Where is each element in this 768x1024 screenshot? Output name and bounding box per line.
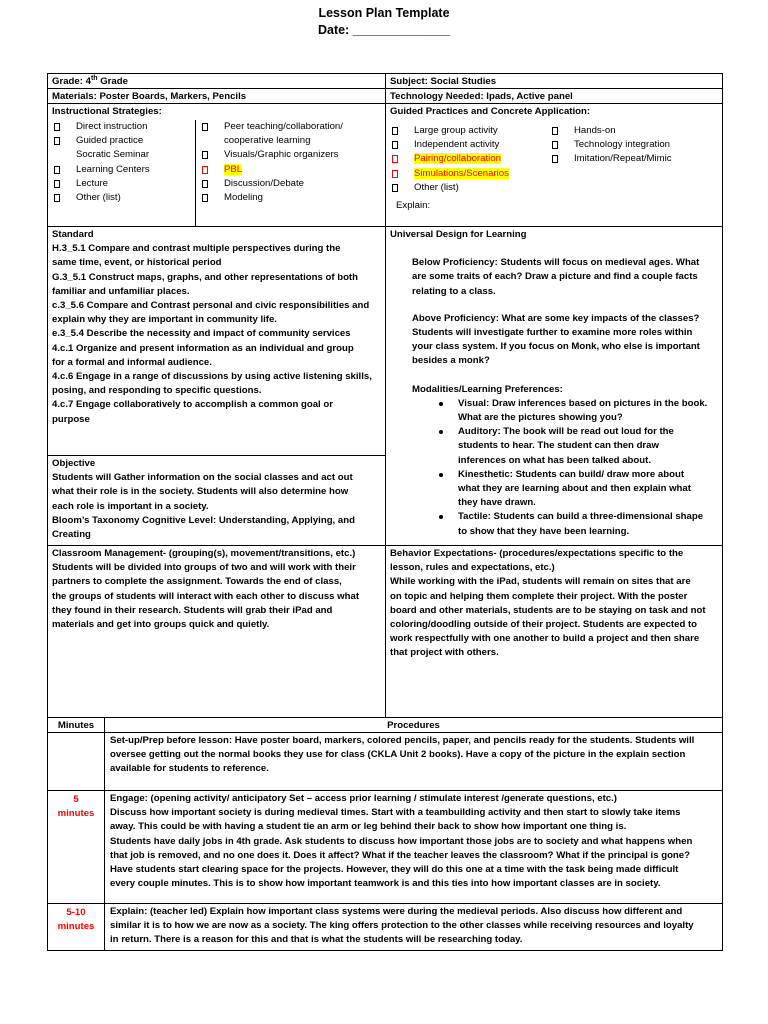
classroom-line: partners to complete the assignment. Towards the end of class, bbox=[52, 576, 342, 588]
checkbox-item[interactable]: Imitation/Repeat/Mimic bbox=[550, 152, 720, 166]
bullet-icon bbox=[439, 473, 443, 477]
objective-line: what their role is in the society. Students will also determine how bbox=[52, 486, 349, 498]
subject-cell bbox=[385, 73, 723, 89]
procedure-line: Set-up/Prep before lesson: Have poster board, markers, colored pencils, paper, and pencils ready for the students. Students will bbox=[110, 735, 695, 746]
checkbox-icon[interactable] bbox=[202, 123, 208, 131]
technology-cell bbox=[385, 88, 723, 104]
checkbox-icon[interactable] bbox=[54, 123, 60, 131]
above-proficiency: Above Proficiency: What are some key impacts of the classes? Students will investigate further to examine more roles within your class system. If you focus on Monk, who else is important besides a monk? bbox=[412, 312, 700, 367]
objective-line: Creating bbox=[52, 529, 91, 541]
below-proficiency: Below Proficiency: Students will focus on medieval ages. What are some traits of each? Draw a picture and find a couple facts relating to a class. bbox=[412, 257, 700, 297]
standard-line: posing, and responding to specific questions. bbox=[52, 385, 262, 397]
guided-practices-cell bbox=[385, 103, 723, 227]
bullet-icon bbox=[439, 402, 443, 406]
standard-line: 4.c.1 Organize and present information as an individual and group bbox=[52, 342, 354, 354]
classroom-line: materials and get into groups quick and quietly. bbox=[52, 619, 270, 631]
behavior-line: While working with the iPad, students will remain on sites that are bbox=[390, 576, 691, 588]
minutes-unit: minutes bbox=[57, 921, 95, 933]
guided-heading: Guided Practices and Concrete Application: bbox=[390, 106, 591, 117]
checkbox-item[interactable]: Peer teaching/collaboration/ bbox=[200, 120, 380, 134]
objective-line: each role is important in a society. bbox=[52, 500, 209, 512]
checkbox-icon[interactable] bbox=[392, 170, 398, 178]
checkbox-item[interactable]: Hands-on bbox=[550, 124, 720, 138]
checkbox-icon[interactable] bbox=[202, 194, 208, 202]
checkbox-icon[interactable] bbox=[552, 141, 558, 149]
standard-line: explain why they are important in community life. bbox=[52, 314, 277, 326]
strategies-divider bbox=[195, 120, 196, 226]
checkbox-item-highlighted[interactable]: Simulations/Scenarios bbox=[390, 167, 550, 181]
standard-line: 4.c.6 Engage in a range of discussions by using active listening skills, bbox=[52, 371, 372, 383]
technology-text: Technology Needed: Ipads, Active panel bbox=[390, 91, 573, 102]
procedure-line: Students have daily jobs in 4th grade. Ask students to discuss how important those jobs are to society and what happens when bbox=[110, 835, 693, 847]
standard-line: purpose bbox=[52, 413, 90, 425]
checkbox-icon[interactable] bbox=[392, 155, 398, 163]
strategies-list-1 bbox=[52, 120, 192, 205]
minutes-value: 5 bbox=[73, 794, 79, 805]
behavior-line: coloring/doodling outside of their project. Students are expected to bbox=[390, 619, 698, 631]
checkbox-item[interactable]: Modeling bbox=[200, 191, 380, 205]
procedure-line: Explain: (teacher led) Explain how important class systems were during the medieval periods. Also discuss how different and bbox=[110, 906, 683, 917]
procedure-line: available for students to reference. bbox=[110, 763, 269, 775]
checkbox-item[interactable]: Large group activity bbox=[390, 124, 550, 138]
checkbox-icon[interactable] bbox=[392, 127, 398, 135]
checkbox-item[interactable]: Learning Centers bbox=[52, 163, 192, 177]
objective-cell bbox=[47, 455, 386, 546]
classroom-line: they found in their research. Students will grab their iPad and bbox=[52, 604, 333, 616]
standard-line: G.3_5.1 Construct maps, graphs, and other representations of both bbox=[52, 271, 358, 283]
standard-line: H.3_5.1 Compare and contrast multiple perspectives during the bbox=[52, 243, 341, 255]
minutes-cell-explain bbox=[47, 903, 105, 951]
checkbox-item[interactable]: Lecture bbox=[52, 177, 192, 191]
date-line: Date: ______________ bbox=[317, 23, 451, 37]
modalities-list bbox=[390, 397, 718, 539]
checkbox-icon[interactable] bbox=[54, 137, 60, 145]
standard-line: c.3_5.6 Compare and Contrast personal and civic responsibilities and bbox=[52, 300, 370, 312]
objective-heading: Objective bbox=[52, 458, 96, 469]
behavior-line: work respectfully with one another to build a project and then share bbox=[390, 633, 700, 645]
materials-text: Materials: Poster Boards, Markers, Pencils bbox=[52, 91, 247, 102]
procedure-setup-cell bbox=[104, 732, 723, 791]
strategies-heading: Instructional Strategies: bbox=[52, 106, 162, 117]
modality-auditory: Auditory: The book will be read out loud for the students to hear. The student can then draw inferences on what has been talked about. bbox=[458, 425, 718, 468]
classroom-management-cell bbox=[47, 545, 386, 718]
checkbox-item[interactable]: Other (list) bbox=[390, 181, 550, 195]
checkbox-icon[interactable] bbox=[552, 127, 558, 135]
bullet-icon bbox=[439, 430, 443, 434]
procedures-header: Procedures bbox=[104, 717, 723, 733]
checkbox-item-continuation: cooperative learning bbox=[224, 135, 311, 147]
objective-line: Bloom’s Taxonomy Cognitive Level: Understanding, Applying, and bbox=[52, 514, 355, 526]
procedure-line: Engage: (opening activity/ anticipatory Set – access prior learning / stimulate interest /generate questions, etc.) bbox=[110, 793, 618, 804]
checkbox-icon[interactable] bbox=[54, 194, 60, 202]
procedure-explain-cell bbox=[104, 903, 723, 951]
procedure-line: Have students start clearing space for the projects. However, they will do this one at a time with the task being made difficult bbox=[110, 864, 679, 876]
modality-visual: Visual: Draw inferences based on pictures in the book. What are the pictures showing you? bbox=[458, 397, 718, 425]
procedure-line: oversee getting out the normal books they use for class (CKLA Unit 2 books). Have a copy of the picture in the explain section bbox=[110, 749, 686, 761]
checkbox-item[interactable]: Discussion/Debate bbox=[200, 177, 380, 191]
materials-cell bbox=[47, 88, 386, 104]
instructional-strategies-cell bbox=[47, 103, 386, 227]
minutes-header: Minutes bbox=[47, 717, 105, 733]
modality-tactile: Tactile: Students can build a three-dimensional shape to show that they have been learning. bbox=[458, 510, 718, 538]
guided-explain: Explain: bbox=[396, 200, 431, 211]
classroom-heading: Classroom Management- (grouping(s), movement/transitions, etc.) bbox=[52, 548, 356, 559]
procedure-engage-cell bbox=[104, 790, 723, 904]
checkbox-icon[interactable] bbox=[552, 155, 558, 163]
udl-heading: Universal Design for Learning bbox=[390, 229, 527, 240]
bullet-icon bbox=[439, 515, 443, 519]
checkbox-item-highlighted[interactable]: Pairing/collaboration bbox=[390, 152, 550, 166]
procedure-line: in return. There is a reason for this and that is what the students will be researching today. bbox=[110, 934, 523, 946]
grade-superscript: th bbox=[90, 74, 98, 82]
grade-cell bbox=[47, 73, 386, 89]
udl-cell bbox=[385, 226, 723, 546]
behavior-heading: Behavior Expectations- (procedures/expectations specific to the bbox=[390, 548, 684, 559]
standard-line: for a formal and informal audience. bbox=[52, 356, 212, 368]
modalities-heading: Modalities/Learning Preferences: bbox=[412, 383, 563, 395]
behavior-line: on topic and helping them complete their project. With the poster bbox=[390, 590, 688, 602]
checkbox-item[interactable]: Guided practice bbox=[52, 134, 192, 148]
minutes-value: 5-10 bbox=[66, 907, 86, 918]
checkbox-icon[interactable] bbox=[202, 180, 208, 188]
procedure-line: every couple minutes. This is to show how important teamwork is and this ties into how important classes are in society. bbox=[110, 878, 661, 890]
page-title: Lesson Plan Template bbox=[318, 6, 450, 20]
behavior-line: board and other materials, students are to be staying on task and not bbox=[390, 604, 706, 616]
checkbox-icon[interactable] bbox=[202, 151, 208, 159]
classroom-line: the groups of students will interact with each other to discuss what bbox=[52, 590, 360, 602]
standard-cell bbox=[47, 226, 386, 456]
standard-line: familiar and unfamiliar places. bbox=[52, 285, 190, 297]
checkbox-item[interactable]: Direct instruction bbox=[52, 120, 192, 134]
strategies-list-2 bbox=[200, 120, 380, 205]
procedure-line: that job is removed, and no one does it. Does it affect? What if the teacher leaves the classroom? What if the principal is gone? bbox=[110, 849, 690, 861]
checkbox-item[interactable]: Visuals/Graphic organizers bbox=[200, 148, 380, 162]
minutes-unit: minutes bbox=[57, 808, 95, 820]
checkbox-item[interactable]: Other (list) bbox=[52, 191, 192, 205]
checkbox-icon[interactable] bbox=[54, 180, 60, 188]
procedure-line: similar it is to how we are now as a society. The king offers protection to the other classes while receiving resources and loyalty bbox=[110, 920, 694, 932]
minutes-cell bbox=[47, 732, 105, 791]
modality-kinesthetic: Kinesthetic: Students can build/ draw more about what they are learning about and then explain what they have drawn. bbox=[458, 468, 718, 511]
guided-list-2 bbox=[550, 124, 720, 167]
minutes-cell-engage bbox=[47, 790, 105, 904]
behavior-line: that project with others. bbox=[390, 647, 499, 659]
procedure-line: away. This could be with having a student tie an arm or leg behind their back to show how important one thing is. bbox=[110, 821, 627, 833]
checkbox-item[interactable]: Independent activity bbox=[390, 138, 550, 152]
guided-list-1 bbox=[390, 124, 550, 195]
subject-text: Subject: Social Studies bbox=[390, 76, 497, 87]
checkbox-item[interactable]: Socratic Seminar bbox=[76, 149, 150, 161]
standard-line: e.3_5.4 Describe the necessity and impact of community services bbox=[52, 328, 351, 340]
behavior-expectations-cell bbox=[385, 545, 723, 718]
standard-line: same time, event, or historical period bbox=[52, 257, 222, 269]
checkbox-item[interactable]: Technology integration bbox=[550, 138, 720, 152]
checkbox-icon[interactable] bbox=[202, 166, 208, 174]
checkbox-icon[interactable] bbox=[392, 184, 398, 192]
checkbox-icon[interactable] bbox=[392, 141, 398, 149]
procedure-line: Discuss how important society is during medieval times. Start with a teambuilding activity and then start to slowly take items bbox=[110, 807, 681, 819]
grade-label: Grade: 4 bbox=[52, 76, 91, 87]
behavior-line: lesson, rules and expectations, etc.) bbox=[390, 562, 555, 574]
checkbox-item-highlighted[interactable]: PBL bbox=[200, 163, 380, 177]
standard-line: 4.c.7 Engage collaboratively to accomplish a common goal or bbox=[52, 399, 333, 411]
standard-heading: Standard bbox=[52, 229, 94, 240]
checkbox-icon[interactable] bbox=[54, 166, 60, 174]
classroom-line: Students will be divided into groups of two and will work with their bbox=[52, 562, 356, 574]
objective-line: Students will Gather information on the social classes and act out bbox=[52, 472, 353, 484]
grade-rest: Grade bbox=[97, 76, 128, 87]
